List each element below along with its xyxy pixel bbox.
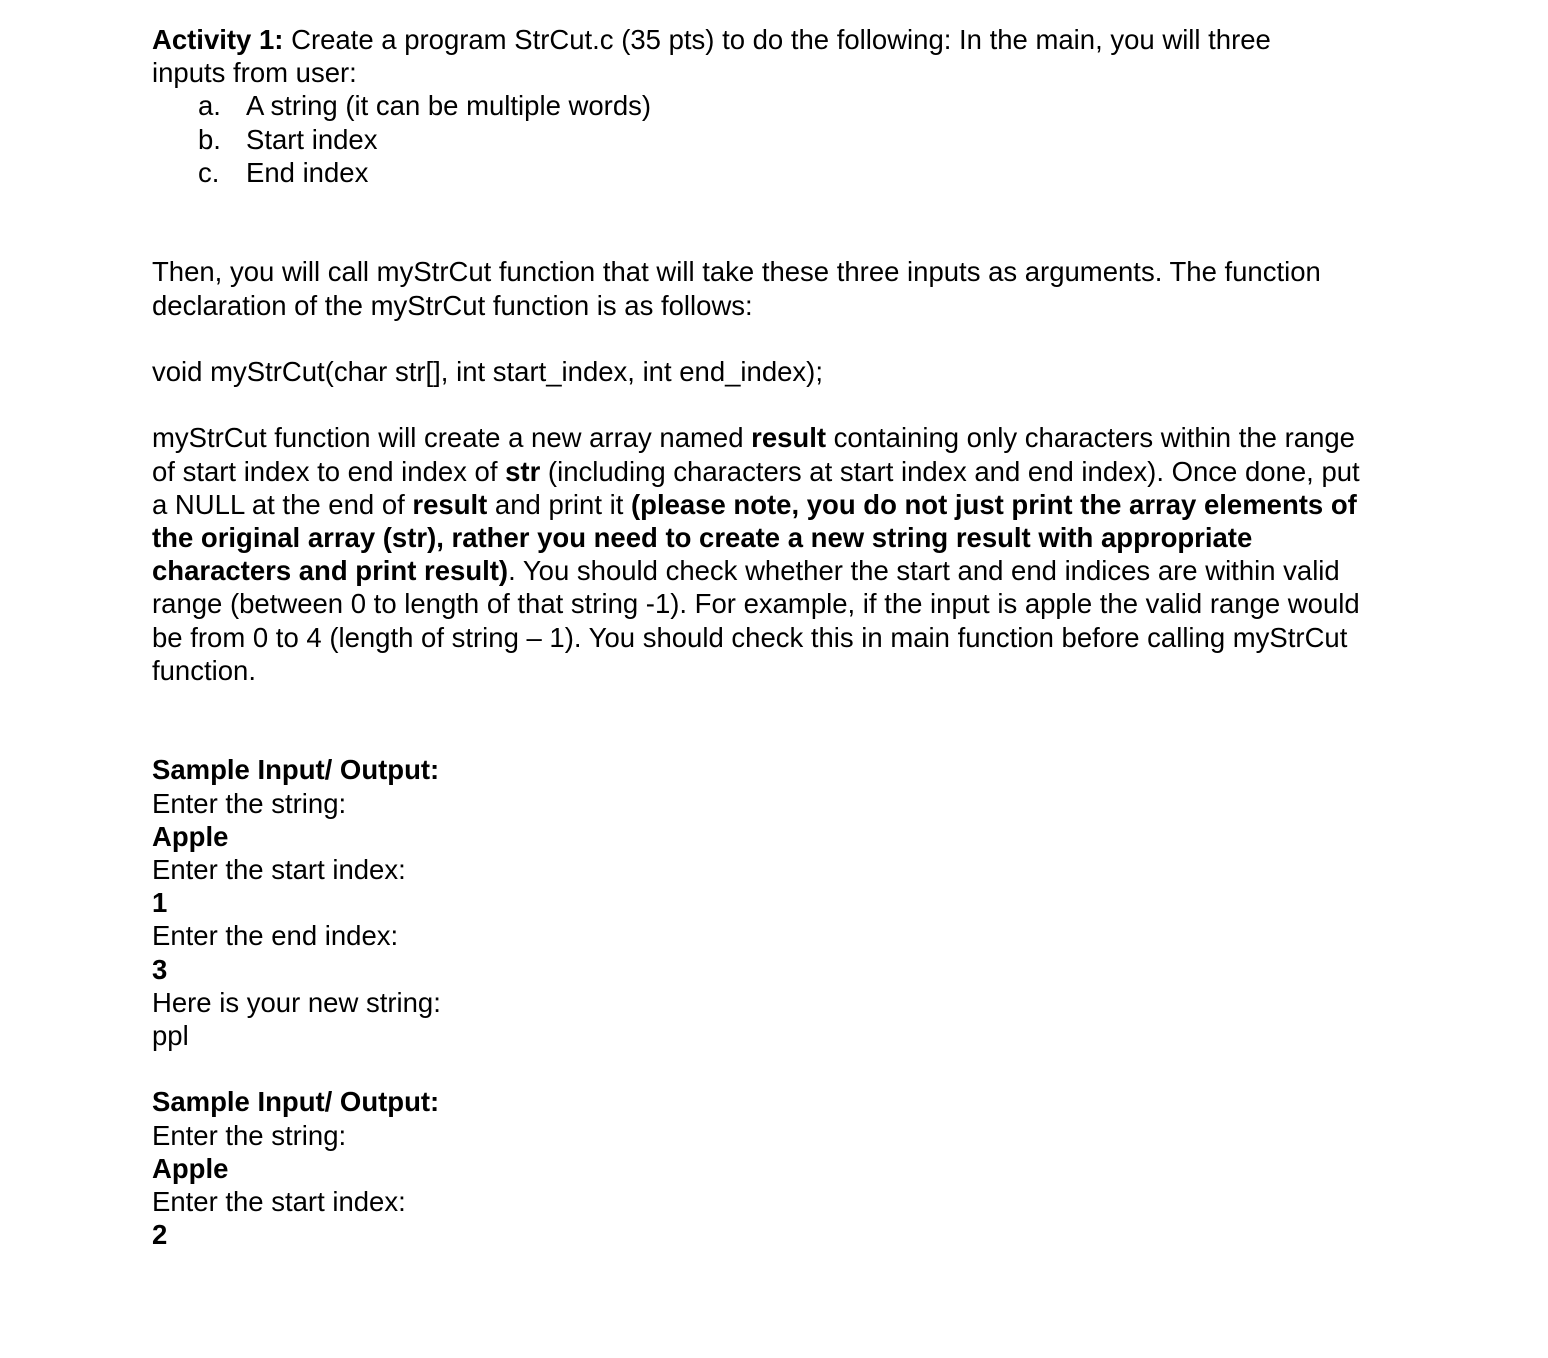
list-item-text: Start index — [246, 123, 378, 155]
desc-text-1: myStrCut function will create a new array named — [152, 422, 752, 454]
sample-line: 2 — [152, 1219, 168, 1251]
input-list — [152, 89, 1392, 189]
function-declaration: void myStrCut(char str[], int start_index, int end_index); — [152, 355, 823, 387]
desc-bold-result-2: result — [412, 488, 488, 520]
activity-intro-text: Create a program StrCut.c (35 pts) to do the following: In the main, you will three inputs from user: — [152, 24, 1271, 89]
sample-heading: Sample Input/ Output: — [152, 1086, 440, 1118]
sample-line: ppl — [152, 1019, 189, 1051]
sample-line: Enter the string: — [152, 1119, 347, 1151]
desc-text-3: (including characters at start index and end index). Once done, put a NULL at the end of — [152, 455, 1360, 520]
list-item — [152, 89, 1392, 122]
para-description — [152, 421, 1380, 687]
sample-line: Apple — [152, 1152, 229, 1184]
sample-heading: Sample Input/ Output: — [152, 754, 440, 786]
list-item-text: A string (it can be multiple words) — [246, 90, 652, 122]
sample-line: Enter the start index: — [152, 853, 406, 885]
desc-text-4: and print it — [487, 488, 631, 520]
activity-heading: Activity 1: — [152, 24, 284, 55]
list-item-text: End index — [246, 156, 369, 188]
desc-bold-result: result — [751, 422, 827, 454]
desc-text-2: containing only characters within the range of start index to end index of — [152, 422, 1355, 487]
list-item — [152, 123, 1392, 156]
sample-io-2 — [152, 1085, 1392, 1251]
desc-text-5: . You should check whether the start and end indices are within valid range (between 0 to length of that string -1). For example, if the input is apple the valid range would be from 0 to 4 (length of string – 1). You should check this in main function before calling myStrCut function. — [152, 555, 1360, 686]
list-marker: b. — [198, 123, 221, 155]
list-item — [152, 156, 1392, 189]
sample-line: Enter the end index: — [152, 920, 399, 952]
sample-line: Enter the string: — [152, 787, 347, 819]
sample-line: Apple — [152, 820, 229, 852]
sample-line: Enter the start index: — [152, 1185, 406, 1217]
desc-bold-note: (please note, you do not just print the array elements of the original array (str), rather you need to create a new string result with appropriate characters and print result) — [152, 488, 1357, 587]
para-then: Then, you will call myStrCut function that will take these three inputs as arguments. The function declaration of the myStrCut function is as follows: — [152, 256, 1321, 321]
list-marker: c. — [198, 156, 220, 188]
list-marker: a. — [198, 90, 221, 122]
sample-line: Here is your new string: — [152, 986, 441, 1018]
desc-bold-str: str — [505, 455, 541, 487]
sample-line: 1 — [152, 887, 168, 919]
document-page — [152, 23, 1392, 1251]
sample-line: 3 — [152, 953, 168, 985]
sample-io-1 — [152, 753, 1392, 1052]
activity-intro — [152, 23, 1342, 89]
